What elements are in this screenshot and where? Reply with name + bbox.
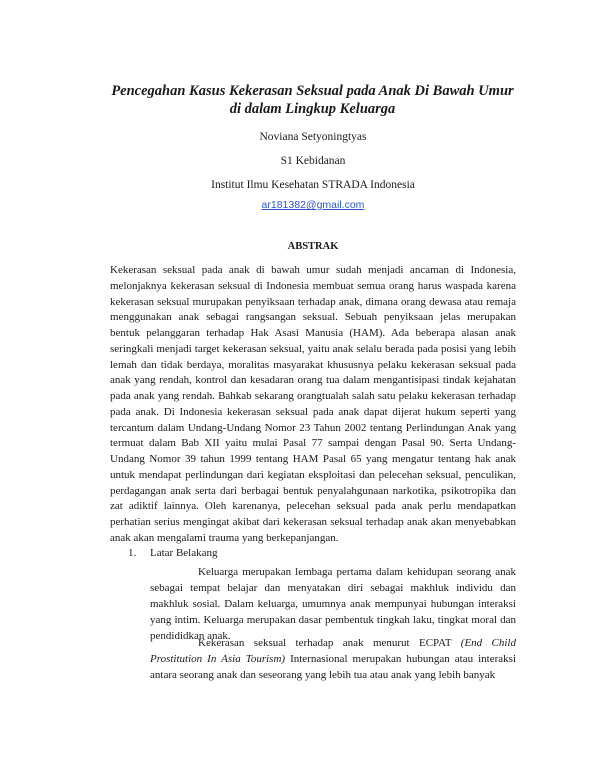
abstract-body: Kekerasan seksual pada anak di bawah umur sudah menjadi ancaman di Indonesia, melonjaknya kekerasan seksual di Indonesia membuat semua orang harus waspada karena kekerasan seksual murupakan penyiksaan terhadap anak, dimana orang dewasa atau remaja menggunakan anak sebagai rangsangan seksual. Sebuah penyiksaan jelas merupakan bentuk pelanggaran terhadap Hak Asasi Manusia (HAM). Ada beberapa alasan anak seringkali menjadi target kekerasan seksual, yaitu anak selalu berada pada posisi yang lebih lemah dan tidak berdaya, moralitas masyarakat khususnya pelaku kekerasan seksual pada anak yang rendah, kontrol dan kesadaran orang tua dalam mengantisipasi tindak kejahatan pada anak yang rendah. Bahkab sekarang orangtualah salah satu pelaku kekerasan terhadap pada anak. Di Indonesia kekerasan seksual pada anak dapat dijerat hukum seperti yang tercantum dalam Undang-Undang Nomor 23 Tahun 2002 tentang Perlindungan Anak yang termuat dalam Bab XII yaitu mulai Pasal 77 sampai dengan Pasal 90. Serta Undang-Undang Nomor 39 tahun 1999 tentang HAM Pasal 65 yang mengatur tentang hak anak untuk mendapat perlindungan dari kegiatan eksploitasi dan pelecehan seksual, penculikan, perdagangan anak serta dari berbagai bentuk penyalahgunaan narkotika, psikotropika dan zat adiktif lainnya. Oleh karenanya, pelecehan seksual pada anak perlu mendapatkan perhatian serius mengingat akibat dari kekerasan seksual terhadap anak akan menyebabkan anak akan mengalami trauma yang berkepanjangan.: [110, 264, 516, 544]
paragraph-2-italic: (End Child Prostitution In Asia Tourism): [150, 637, 516, 665]
author-name: Noviana Setyoningtyas: [259, 131, 367, 143]
author-institution: Institut Ilmu Kesehatan STRADA Indonesia: [211, 179, 415, 191]
paragraph-2-end: Internasional merupakan hubungan atau interaksi antara seorang anak dan seseorang yang lebih tua atau anak yang lebih banyak: [150, 653, 516, 681]
email-line: [0, 199, 600, 211]
paragraph-1: [150, 564, 516, 644]
abstract-heading: ABSTRAK: [287, 241, 339, 252]
section-heading: [128, 547, 218, 559]
author-email-link[interactable]: ar181382@gmail.com: [261, 199, 365, 211]
title-line-2: di dalam Lingkup Keluarga: [229, 101, 396, 117]
section-number: 1.: [128, 547, 137, 559]
title-line-1: Pencegahan Kasus Kekerasan Seksual pada Anak Di Bawah Umur: [111, 83, 514, 99]
paragraph-2: [150, 635, 516, 683]
paragraph-1-text: Keluarga merupakan lembaga pertama dalam kehidupan seorang anak sebagai tempat belajar dan menyatakan diri sebagai makhluk individu dan makhluk sosial. Dalam keluarga, umumnya anak mempunyai hubungan interaksi yang intim. Keluarga merupakan dasar pembentuk tingkah laku, tingkat moral dan pendididkan anak.: [150, 566, 516, 642]
paper-title: [100, 82, 525, 118]
author-program: S1 Kebidanan: [280, 155, 346, 167]
section-title: Latar Belakang: [150, 547, 218, 559]
paragraph-2-start: Kekerasan seksual terhadap anak menurut ECPAT: [198, 637, 461, 649]
